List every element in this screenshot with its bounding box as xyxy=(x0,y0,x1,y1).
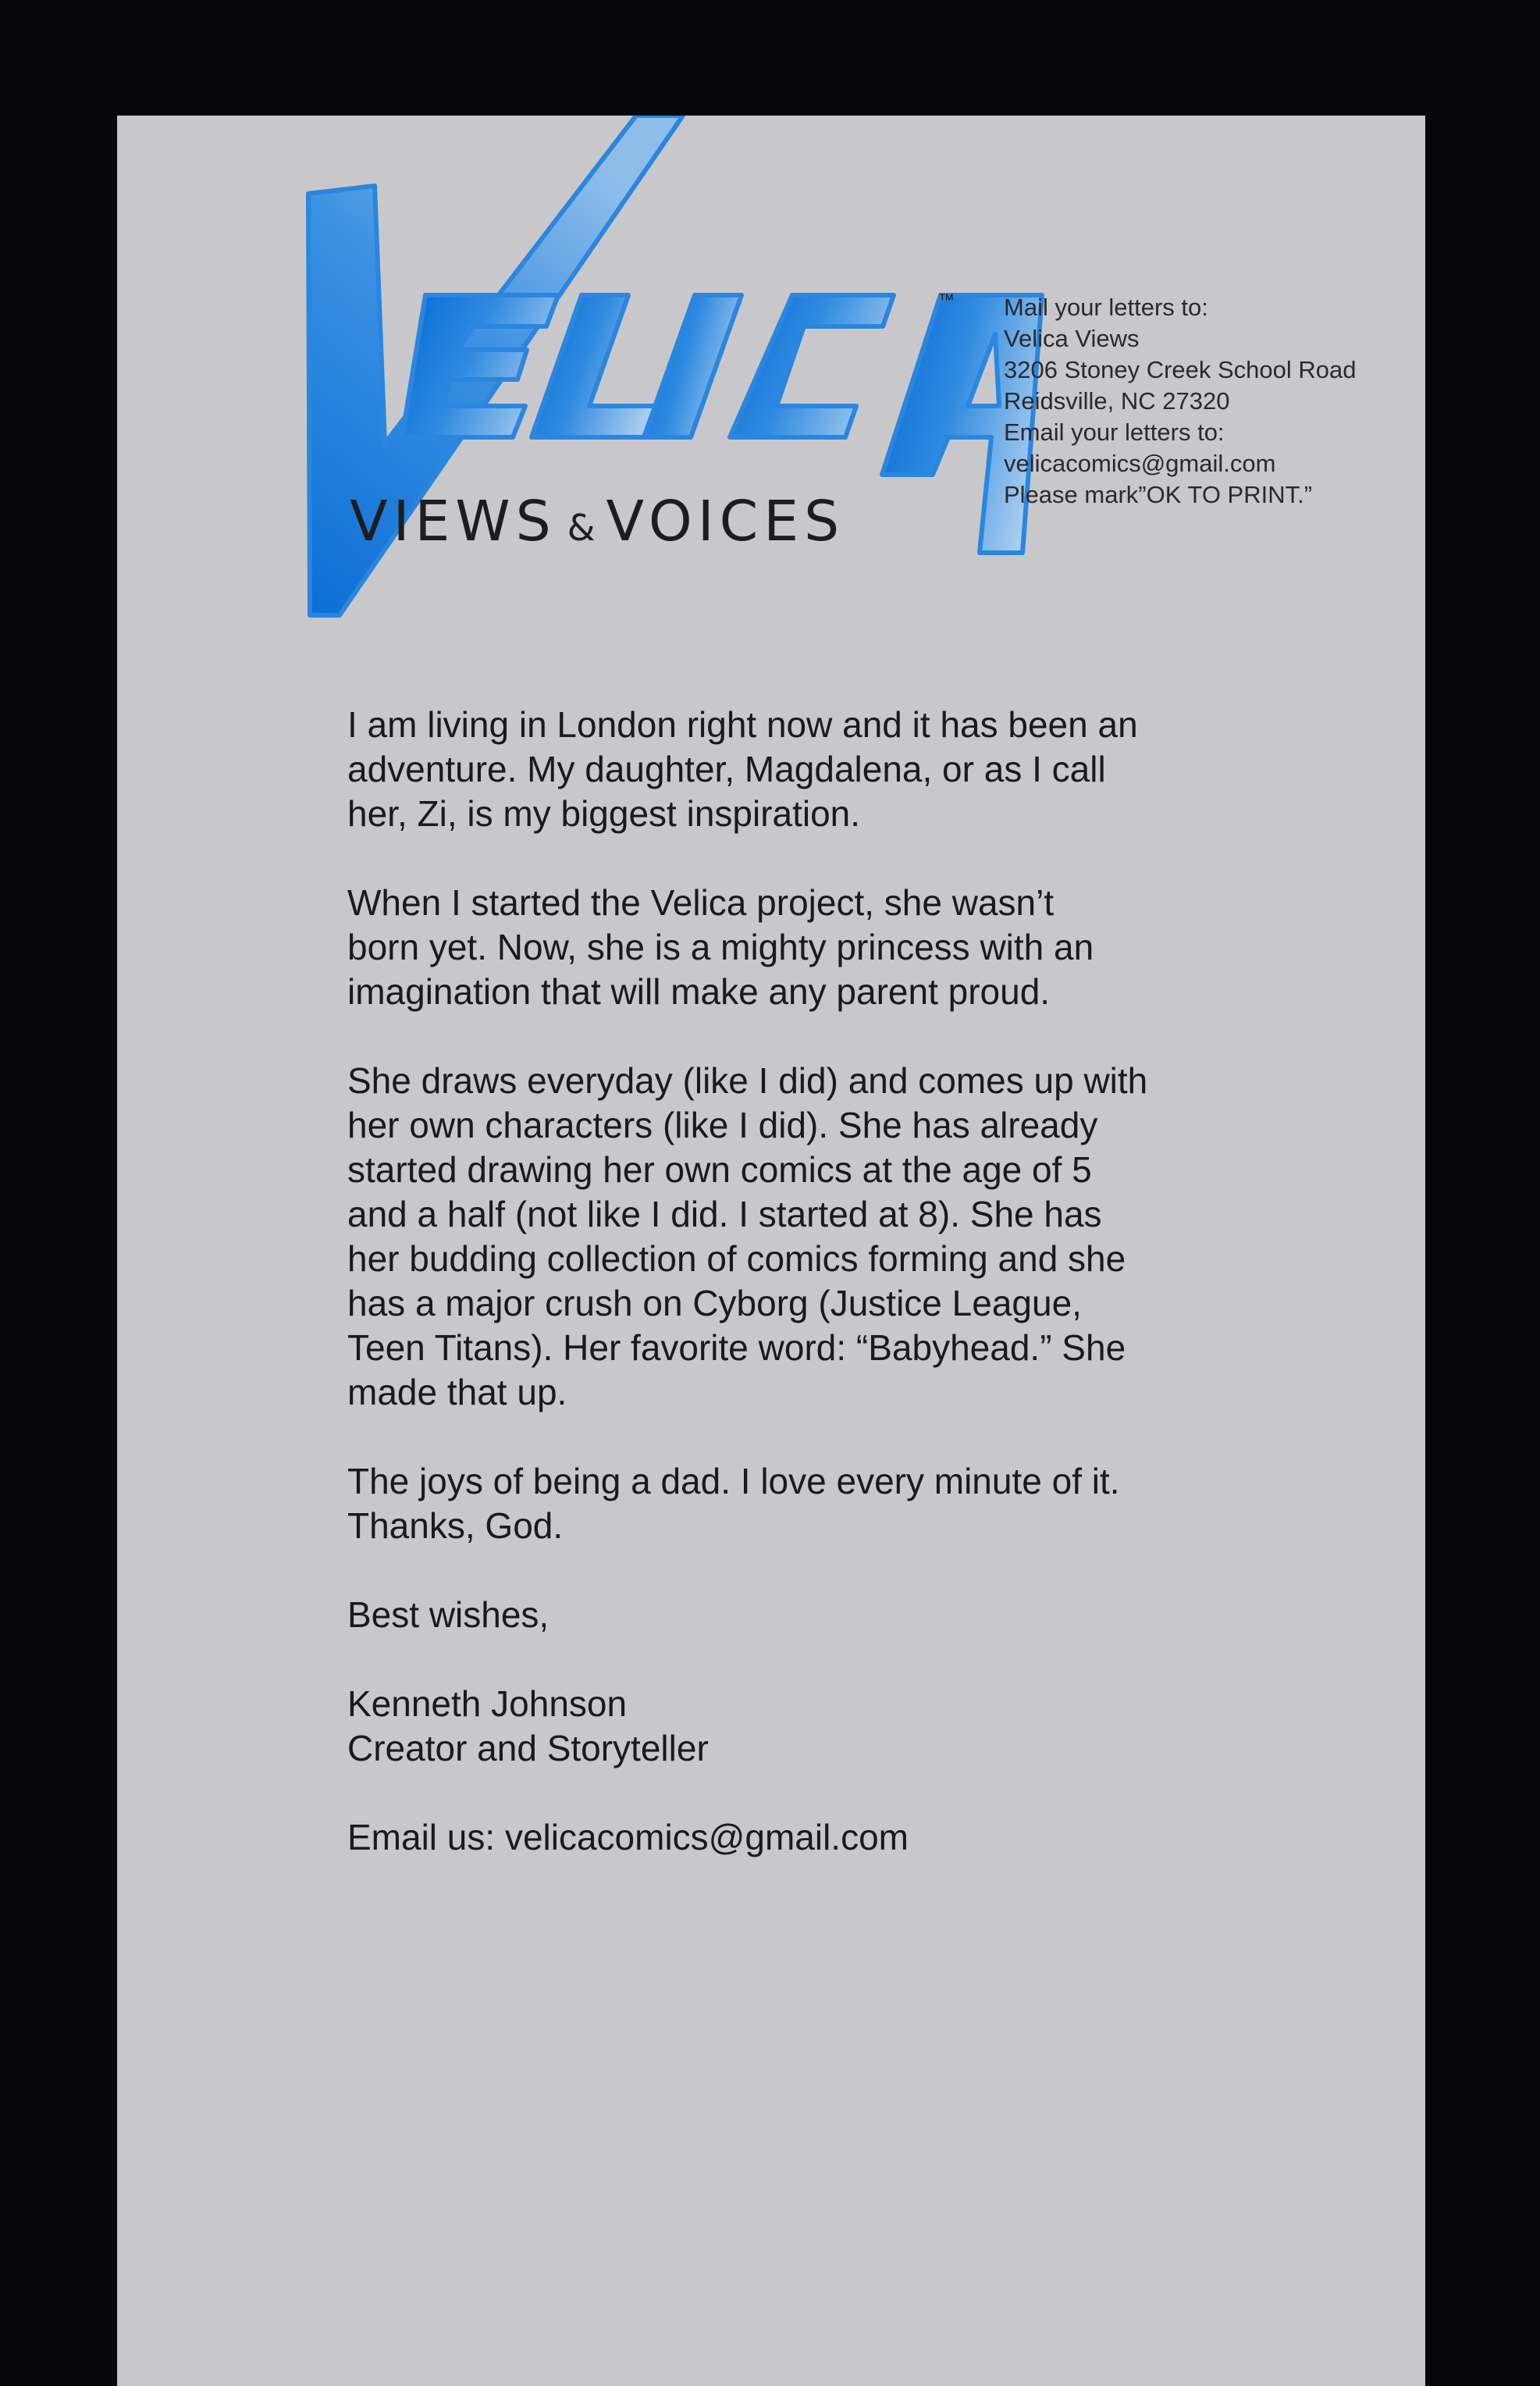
trademark-symbol: ™ xyxy=(938,291,955,309)
mail-line: Email your letters to: xyxy=(1004,418,1225,446)
letter-line: Thanks, God. xyxy=(347,1505,564,1546)
letter-line: She draws everyday (like I did) and comes up with xyxy=(347,1060,1148,1101)
letter-closing xyxy=(347,1593,1268,1637)
letter-paragraph xyxy=(347,1459,1268,1548)
letter-line: adventure. My daughter, Magdalena, or as I call xyxy=(347,749,1106,789)
letter-line: has a major crush on Cyborg (Justice League, xyxy=(347,1283,1082,1323)
letter-line: Best wishes, xyxy=(347,1594,549,1635)
letter-line: her budding collection of comics forming and she xyxy=(347,1238,1126,1279)
letter-line: started drawing her own comics at the age of 5 xyxy=(347,1149,1092,1190)
mail-line: Reidsville, NC 27320 xyxy=(1004,387,1230,415)
letter-paragraph xyxy=(347,881,1268,1014)
letter-contact xyxy=(347,1815,1268,1860)
mail-line: Velica Views xyxy=(1004,325,1140,352)
letter-paragraph xyxy=(347,703,1268,836)
letter-line: I am living in London right now and it has been an xyxy=(347,704,1138,745)
letter-line: Teen Titans). Her favorite word: “Babyhead.” She xyxy=(347,1327,1126,1368)
views-and-voices-subtitle xyxy=(350,489,845,554)
letter-line: born yet. Now, she is a mighty princess with an xyxy=(347,927,1094,967)
signature-title: Creator and Storyteller xyxy=(347,1728,709,1768)
subtitle-voices: VOICES xyxy=(606,489,845,554)
mail-email: velicacomics@gmail.com xyxy=(1004,450,1276,477)
mail-line: Please mark”OK TO PRINT.” xyxy=(1004,481,1313,508)
letter-line: The joys of being a dad. I love every minute of it. xyxy=(347,1461,1120,1501)
subtitle-ampersand: & xyxy=(567,507,596,549)
letter-paragraph xyxy=(347,1059,1268,1415)
signature-name: Kenneth Johnson xyxy=(347,1683,628,1724)
letters-page xyxy=(117,116,1425,2386)
letter-line: imagination that will make any parent proud. xyxy=(347,971,1051,1012)
letter-line: and a half (not like I did. I started at 8). She has xyxy=(347,1194,1102,1234)
letter-line: her own characters (like I did). She has already xyxy=(347,1105,1098,1145)
mail-instructions xyxy=(1004,292,1357,511)
subtitle-views: VIEWS xyxy=(350,489,557,554)
mail-line: Mail your letters to: xyxy=(1004,294,1208,321)
letter-line: her, Zi, is my biggest inspiration. xyxy=(347,793,861,834)
letter-line: When I started the Velica project, she wasn’t xyxy=(347,882,1055,923)
letter-body xyxy=(347,703,1268,1904)
contact-email: Email us: velicacomics@gmail.com xyxy=(347,1817,909,1857)
letter-line: made that up. xyxy=(347,1372,567,1412)
letter-signature xyxy=(347,1682,1268,1771)
mail-line: 3206 Stoney Creek School Road xyxy=(1004,356,1357,383)
